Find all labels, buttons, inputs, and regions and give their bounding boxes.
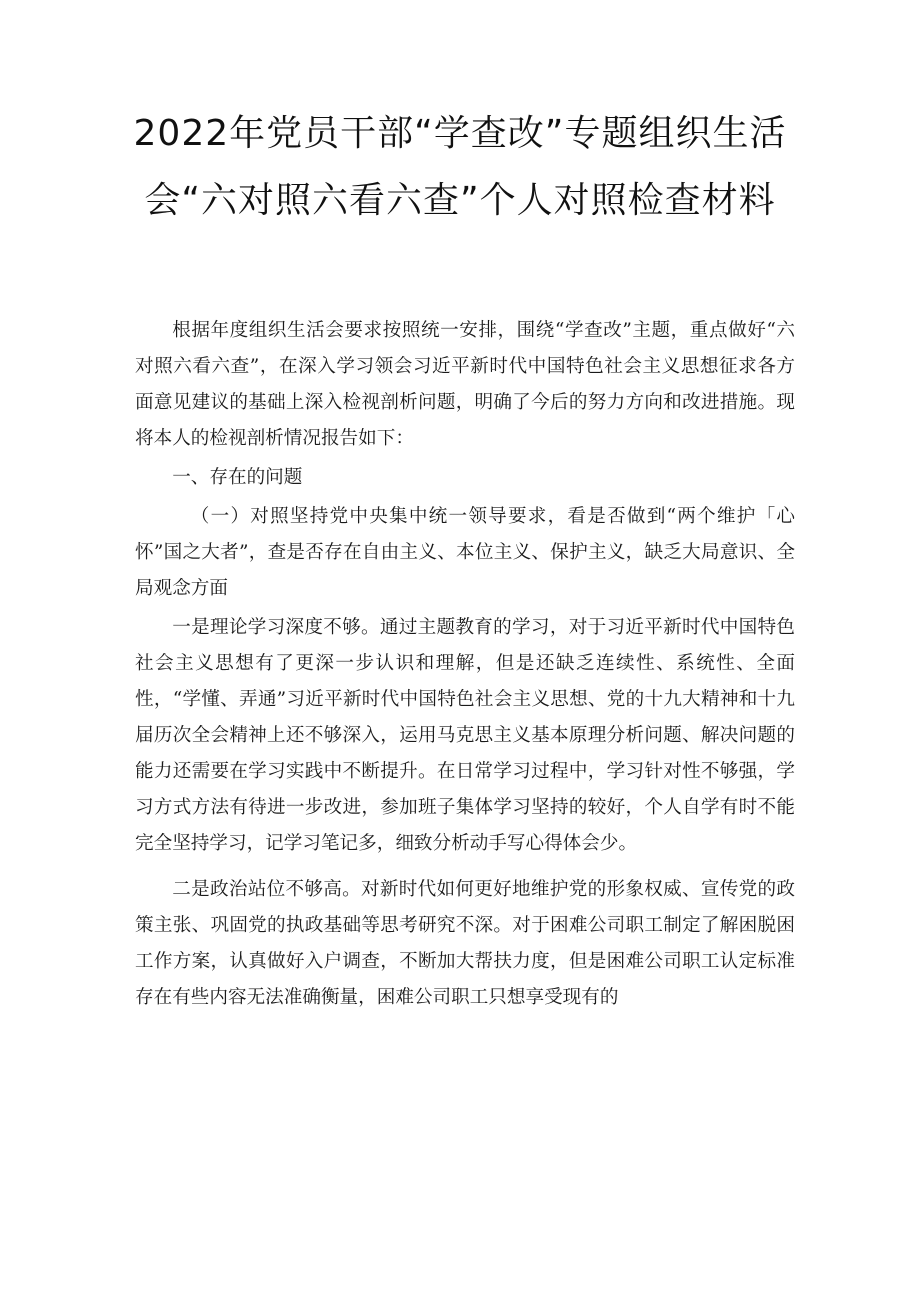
section-heading: 一、存在的问题 [172,467,303,488]
body-paragraph-2: 二是政治站位不够高。对新时代如何更好地维护党的形象权威、宣传党的政策主张、巩固党的执政基础等思考研究不深。对于困难公司职工制定了解困脱困工作方案，认真做好入户调查，不断加大帮扶力度，但是困难公司职工认定标准存在有些内容无法准确衡量，困难公司职工只想享受现有的 [135,879,795,1008]
document-title-line-2: 会“六对照六看六查”个人对照检查材料 [144,180,776,221]
intro-paragraph: 根据年度组织生活会要求按照统一安排，围绕“学查改”主题，重点做好“六对照六看六查”，在深入学习领会习近平新时代中国特色社会主义思想征求各方面意见建议的基础上深入检视剖析问题，明确了今后的努力方向和改进措施。现将本人的检视剖析情况报告如下： [135,320,795,449]
document-body [135,313,795,1016]
subsection-heading: （一）对照坚持党中央集中统一领导要求，看是否做到“两个维护「心怀”国之大者”，查是否存在自由主义、本位主义、保护主义，缺乏大局意识、全局观念方面 [135,506,795,599]
document-title-line-1: 2022年党员干部“学查改”专题组织生活 [133,113,787,154]
body-paragraph-1: 一是理论学习深度不够。通过主题教育的学习，对于习近平新时代中国特色社会主义思想有了更深一步认识和理解，但是还缺乏连续性、系统性、全面性，“学懂、弄通”习近平新时代中国特色社会主义思想、党的十九大精神和十九届历次全会精神上还不够深入，运用马克思主义基本原理分析问题、解决问题的能力还需要在学习实践中不断提升。在日常学习过程中，学习针对性不够强，学习方式方法有待进一步改进，参加班子集体学习坚持的较好，个人自学有时不能完全坚持学习，记学习笔记多，细致分析动手写心得体会少。 [135,617,795,854]
